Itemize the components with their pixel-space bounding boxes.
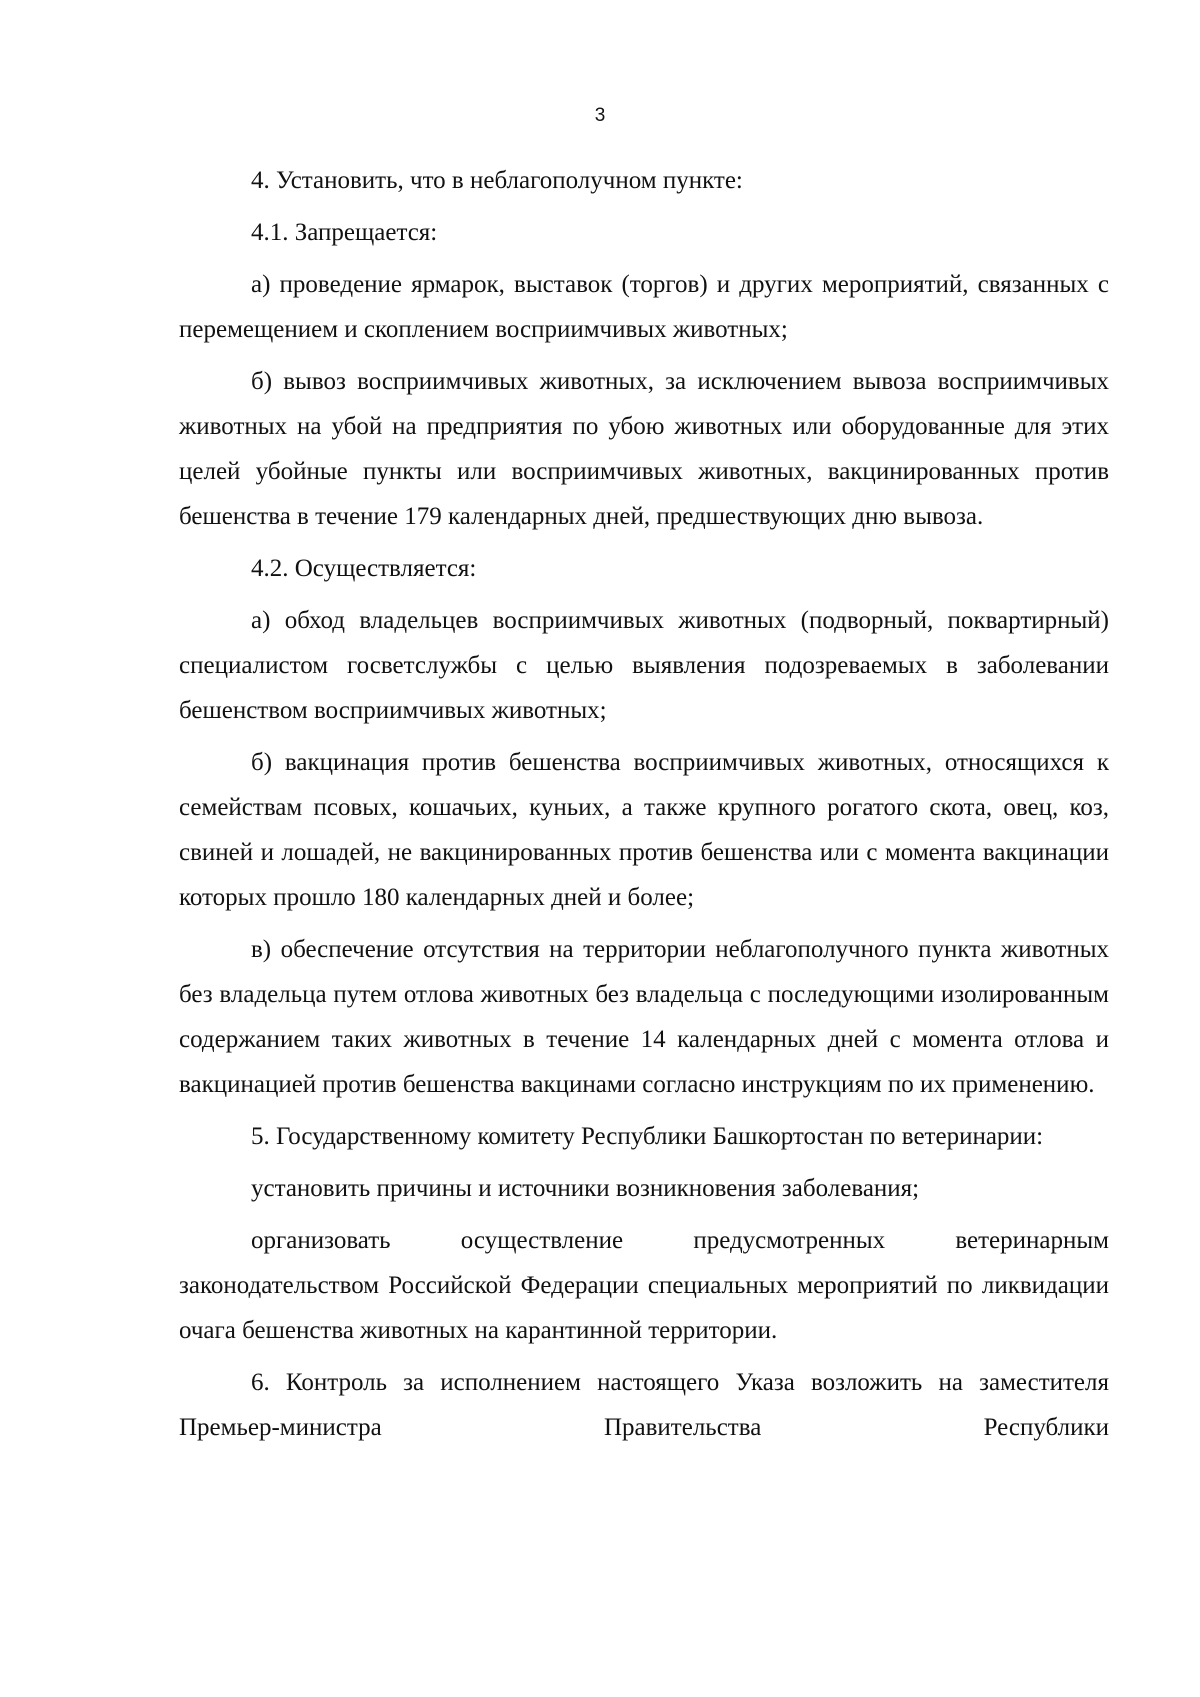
paragraph-6-control: 6. Контроль за исполнением настоящего Указа возложить на заместителя Премьер-министра Правительства Республики (179, 1369, 1109, 1441)
paragraph-5-measures: организовать осуществление предусмотренных ветеринарным законодательством Российской Федерации специальных мероприятий по ликвидации очага бешенства животных на карантинной территории. (179, 1227, 1109, 1344)
paragraph-4-2-c: в) обеспечение отсутствия на территории неблагополучного пункта животных без владельца путем отлова животных без владельца с последующими изолированным содержанием таких животных в течение 14 календарных дней с момента отлова и вакцинацией против бешенства вакцинами согласно инструкциям по их применению. (179, 936, 1109, 1098)
document-body (179, 158, 1109, 1457)
paragraph-4-2-b: б) вакцинация против бешенства восприимчивых животных, относящихся к семействам псовых, кошачьих, куньих, а также крупного рогатого скота, овец, коз, свиней и лошадей, не вакцинированных против бешенства или с момента вакцинации которых прошло 180 календарных дней и более; (179, 749, 1109, 911)
paragraph-5-intro: 5. Государственному комитету Республики Башкортостан по ветеринарии: (251, 1123, 1044, 1150)
page-number: 3 (594, 105, 606, 126)
paragraph-5-causes: установить причины и источники возникновения заболевания; (251, 1175, 920, 1202)
paragraph-4-intro: 4. Установить, что в неблагополучном пункте: (251, 167, 743, 194)
paragraph-4-2-heading: 4.2. Осуществляется: (251, 555, 477, 582)
paragraph-4-2-a: а) обход владельцев восприимчивых животных (подворный, поквартирный) специалистом госветслужбы с целью выявления подозреваемых в заболевании бешенством восприимчивых животных; (179, 607, 1109, 724)
paragraph-4-1-b: б) вывоз восприимчивых животных, за исключением вывоза восприимчивых животных на убой на предприятия по убою животных или оборудованные для этих целей убойные пункты или восприимчивых животных, вакцинированных против бешенства в течение 179 календарных дней, предшествующих дню вывоза. (179, 368, 1109, 530)
paragraph-4-1-a: а) проведение ярмарок, выставок (торгов) и других мероприятий, связанных с перемещением и скоплением восприимчивых животных; (179, 271, 1109, 343)
paragraph-4-1-heading: 4.1. Запрещается: (251, 219, 438, 246)
